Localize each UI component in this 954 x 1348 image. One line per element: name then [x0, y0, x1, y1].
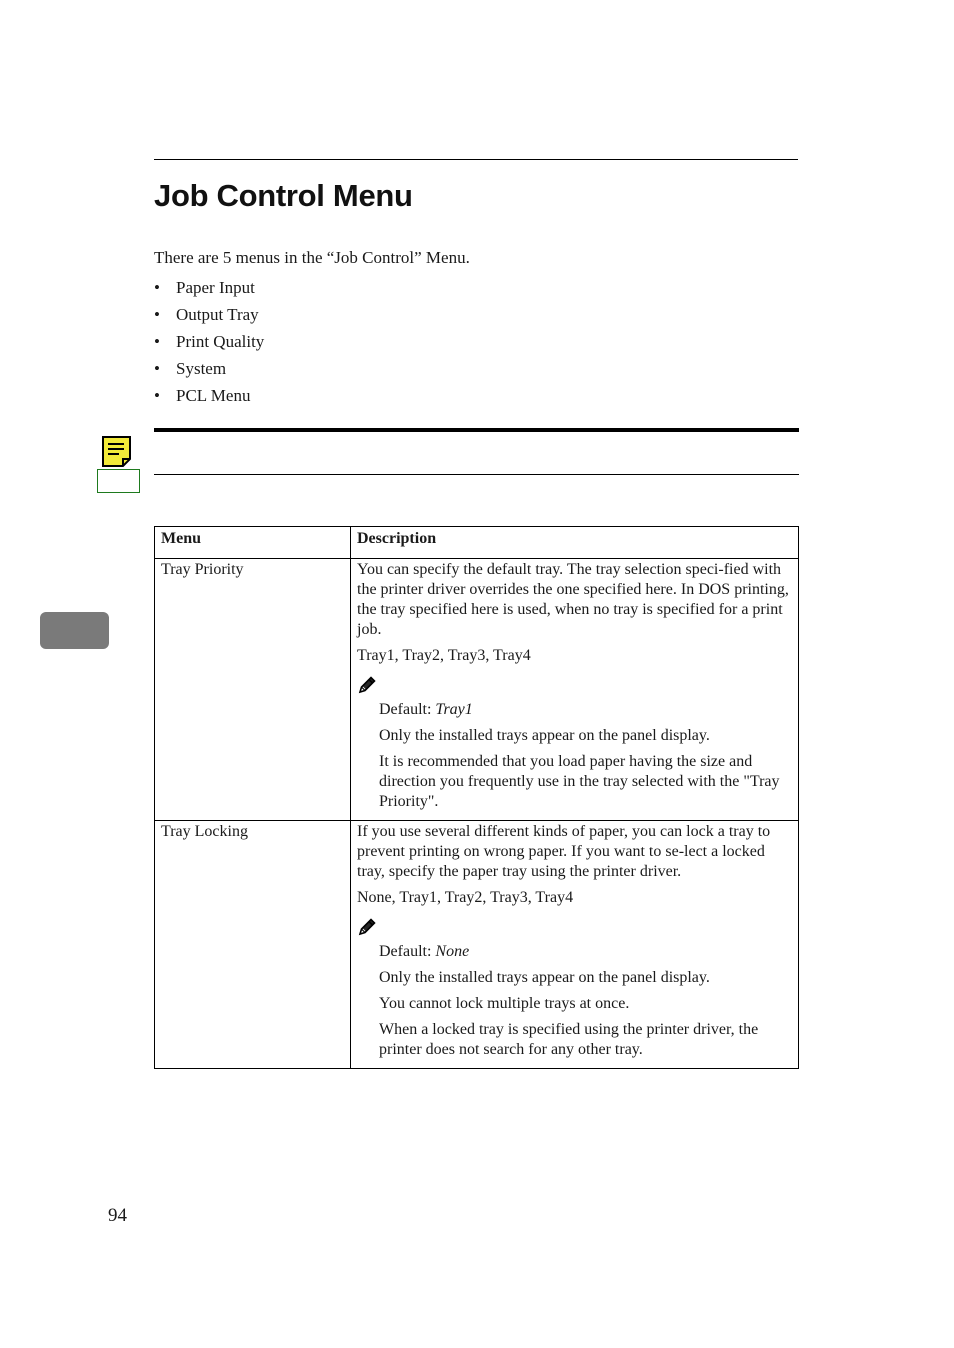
list-item: • System [154, 359, 227, 378]
description-cell [351, 559, 799, 821]
options-text: None, Tray1, Tray2, Tray3, Tray4 [357, 889, 574, 906]
bullet: • [154, 305, 160, 324]
note-frame [97, 469, 140, 493]
note-text: When a locked tray is specified using the printer driver, the printer does not search for any other tray. [379, 1021, 759, 1058]
note-bottom-rule [154, 474, 799, 475]
table-row [155, 559, 799, 821]
column-header-menu: Menu [155, 527, 351, 559]
table-header-row [155, 527, 799, 559]
page-number: 94 [108, 1205, 127, 1226]
note-text: Only the installed trays appear on the panel display. [379, 969, 710, 986]
note-top-rule [154, 428, 799, 432]
default-line: Default: Tray1 [379, 701, 473, 718]
note-text: Only the installed trays appear on the panel display. [379, 727, 710, 744]
column-header-description: Description [351, 527, 799, 559]
list-item: • Print Quality [154, 332, 265, 351]
intro-text: There are 5 menus in the “Job Control” Menu. [154, 248, 470, 267]
note-text: You cannot lock multiple trays at once. [379, 995, 630, 1012]
default-value: None [435, 943, 470, 960]
default-value: Tray1 [435, 701, 473, 718]
page-title: Job Control Menu [154, 178, 413, 213]
bullet: • [154, 359, 160, 378]
menu-bullet-list [154, 276, 264, 411]
description-text: You can specify the default tray. The tray selection speci-fied with the printer driver overrides the one specified here. In DOS printing, the tray specified here is used, when no tray is specified for a print job. [357, 561, 789, 638]
default-line: Default: None [379, 943, 470, 960]
menu-cell: Tray Locking [155, 821, 351, 1069]
bullet: • [154, 332, 160, 351]
options-text: Tray1, Tray2, Tray3, Tray4 [357, 647, 531, 664]
list-item: • Output Tray [154, 305, 259, 324]
bullet: • [154, 278, 160, 297]
note-memo-icon [101, 436, 133, 468]
top-rule [154, 159, 798, 160]
bullet: • [154, 386, 160, 405]
list-item: • PCL Menu [154, 386, 251, 405]
pencil-icon [357, 917, 792, 941]
table-row [155, 821, 799, 1069]
menu-cell: Tray Priority [155, 559, 351, 821]
pencil-icon [357, 675, 792, 699]
note-text: It is recommended that you load paper having the size and direction you frequently use in the tray selected with the "Tray Priority". [379, 753, 780, 810]
job-control-table [154, 526, 799, 1069]
list-item: • Paper Input [154, 278, 255, 297]
description-text: If you use several different kinds of paper, you can lock a tray to prevent printing on wrong paper. If you want to se-lect a locked tray, specify the paper tray using the printer driver. [357, 823, 771, 880]
description-cell [351, 821, 799, 1069]
chapter-tab [40, 612, 109, 649]
